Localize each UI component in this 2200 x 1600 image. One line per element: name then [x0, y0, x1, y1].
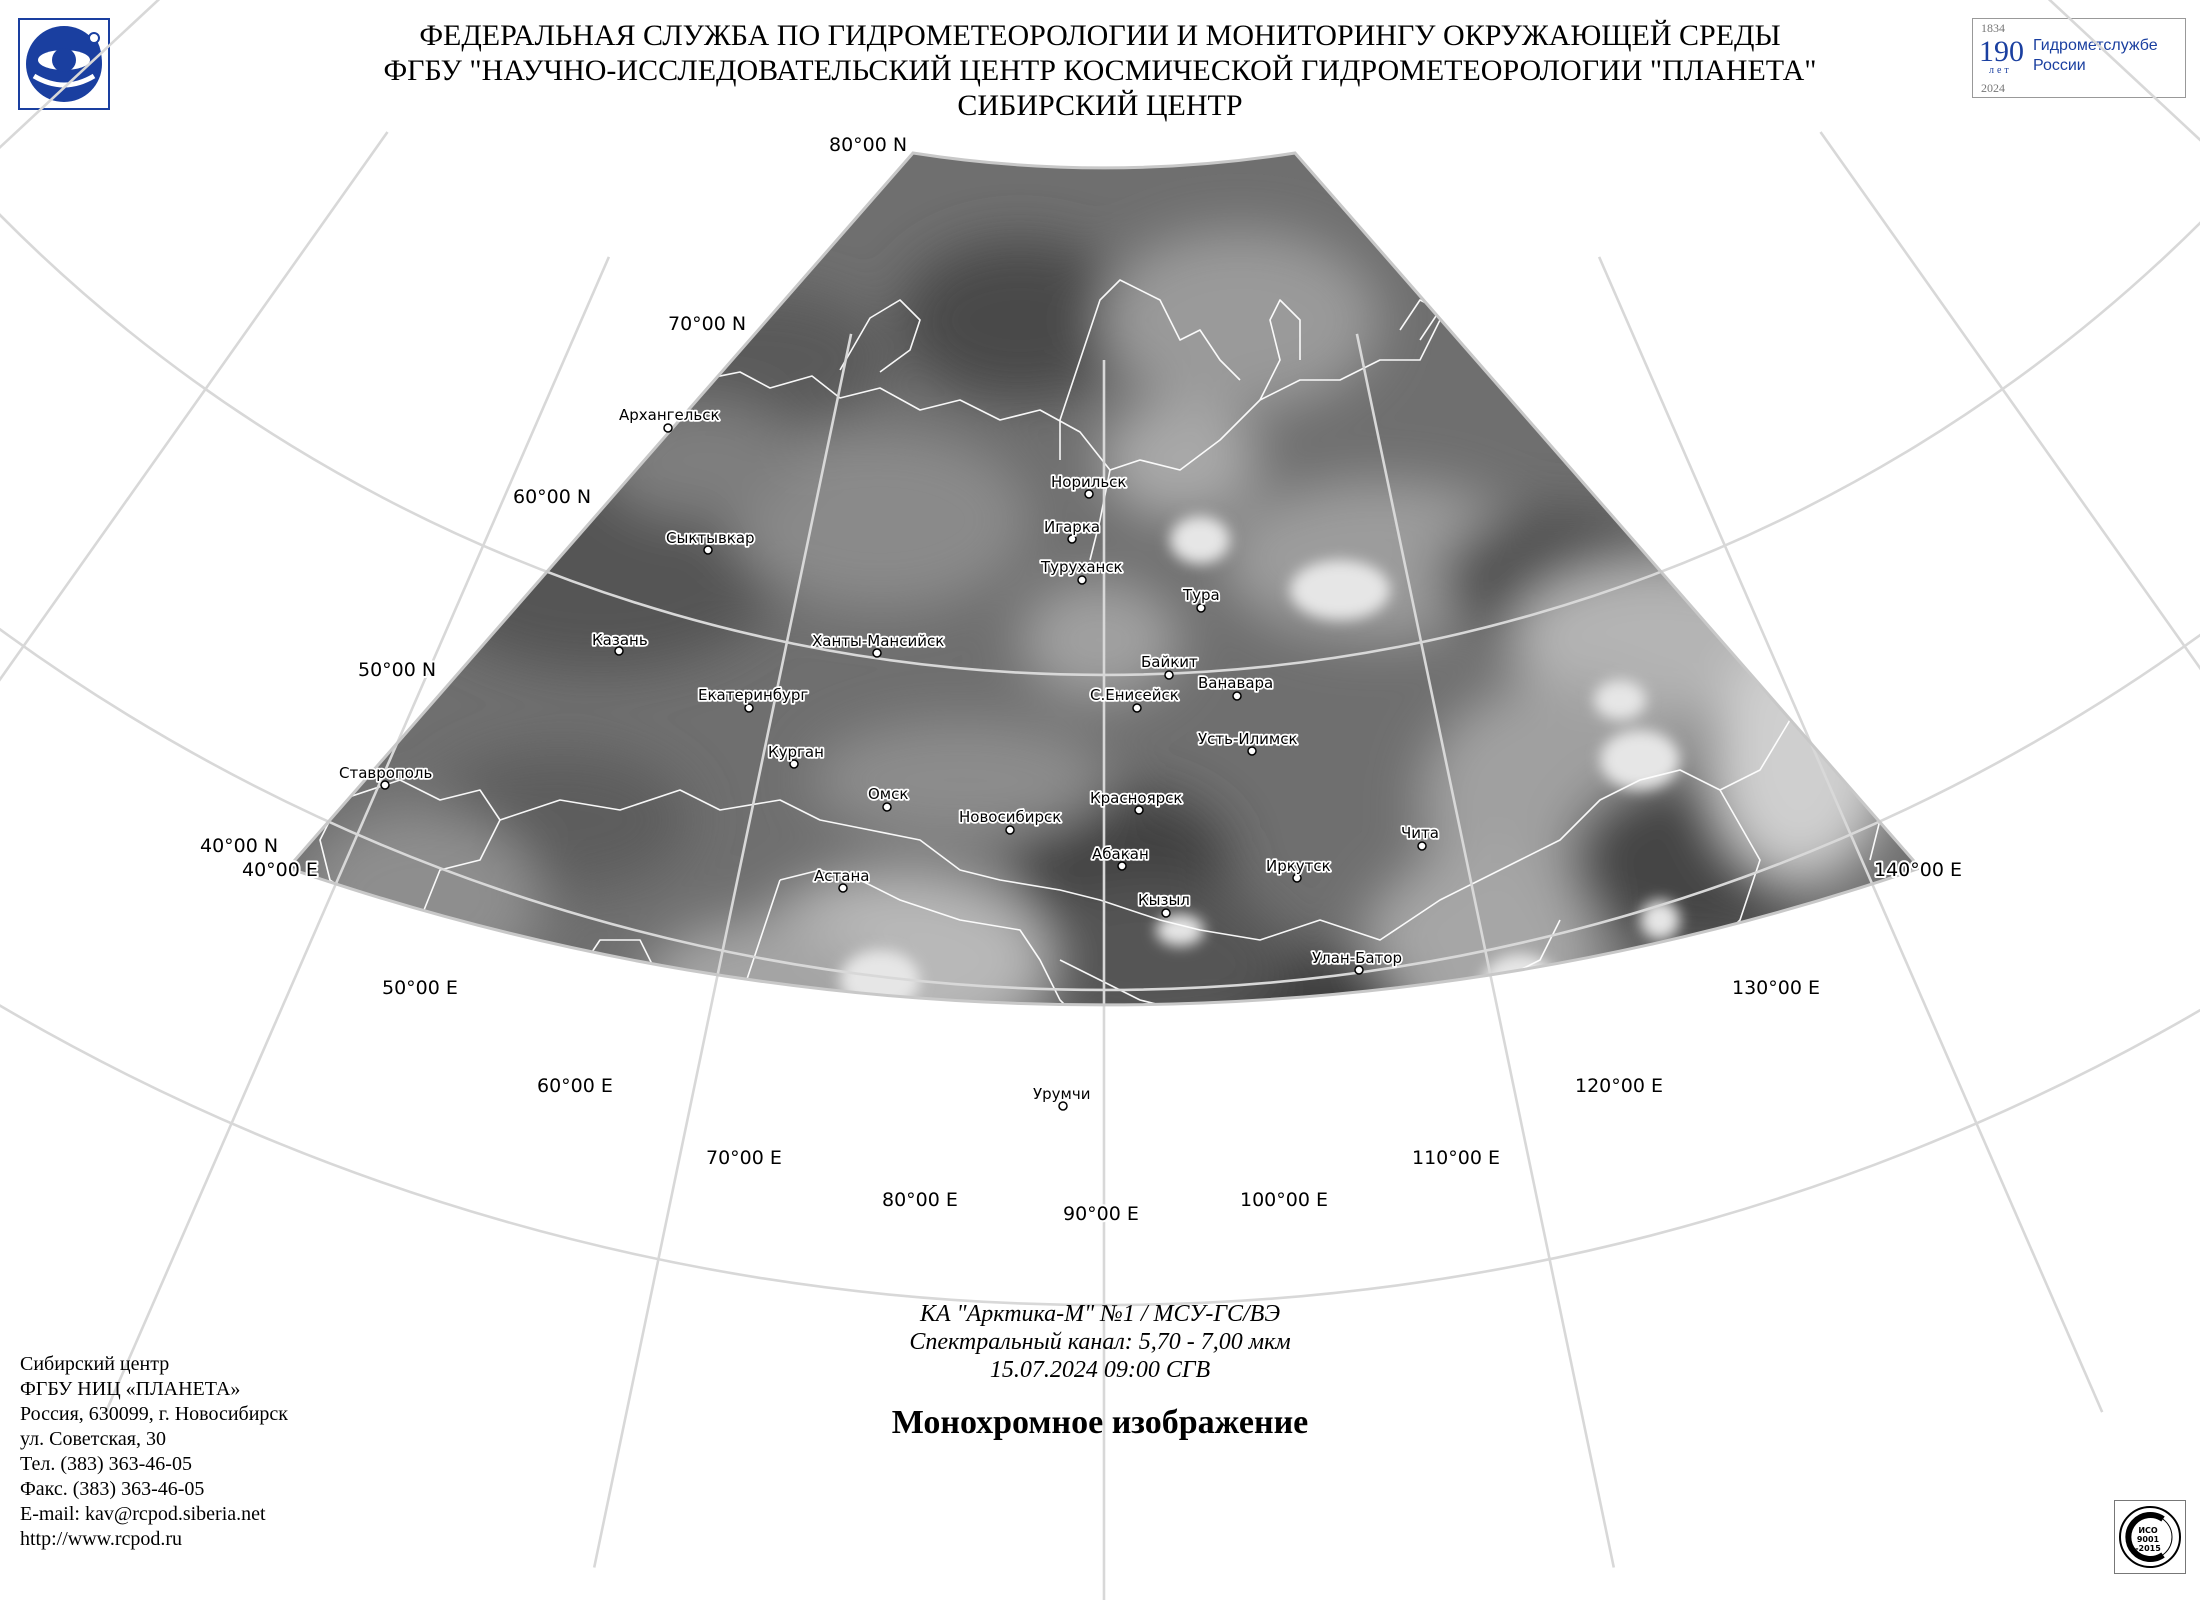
header-line-3: СИБИРСКИЙ ЦЕНТР: [957, 89, 1243, 122]
city-marker-chita: [1418, 842, 1426, 850]
city-label-vanavara: Ванавара: [1198, 674, 1274, 692]
city-label-abakan: Абакан: [1092, 845, 1149, 863]
city-marker-syktyvkar: [704, 546, 712, 554]
lon-label-70e: 70°00 E: [706, 1147, 782, 1169]
city-marker-yekaterinburg: [745, 704, 753, 712]
iso-text-1: ИСО: [2138, 1526, 2158, 1535]
lon-label-40e: 40°00 E: [242, 859, 318, 881]
city-marker-kurgan: [790, 760, 798, 768]
city-label-irkutsk: Иркутск: [1266, 857, 1331, 875]
lon-label-50e: 50°00 E: [382, 977, 458, 999]
lat-label-50n: 50°00 N: [358, 659, 437, 681]
city-marker-s-yeniseysk: [1133, 704, 1141, 712]
city-label-urumqi: Урумчи: [1033, 1085, 1091, 1103]
lat-label-60n: 60°00 N: [513, 486, 592, 508]
contact-fax: Факс. (383) 363-46-05: [20, 1478, 205, 1500]
contact-block: [20, 1352, 288, 1552]
lon-label-90e: 90°00 E: [1063, 1203, 1139, 1225]
city-label-ust-ilimsk: Усть-Илимск: [1198, 730, 1298, 748]
city-label-astana: Астана: [814, 867, 870, 885]
anniversary-year-end: 2024: [1981, 81, 2005, 95]
lat-label-80n: 80°00 N: [829, 134, 908, 156]
caption-title: Монохромное изображение: [891, 1404, 1309, 1441]
city-marker-astana: [839, 884, 847, 892]
anniversary-text-2: России: [2033, 57, 2086, 74]
lon-label-110e: 110°00 E: [1412, 1147, 1500, 1169]
anniversary-unit: лет: [1989, 65, 2012, 76]
city-marker-arkhangelsk: [664, 424, 672, 432]
meridian-line: [0, 132, 388, 1160]
contact-phone: Тел. (383) 363-46-05: [20, 1453, 192, 1475]
contact-line: Сибирский центр: [20, 1353, 170, 1375]
city-label-baykit: Байкит: [1141, 653, 1198, 671]
city-marker-igarka: [1068, 535, 1076, 543]
city-marker-irkutsk: [1293, 874, 1301, 882]
lon-label-100e: 100°00 E: [1240, 1189, 1328, 1211]
city-marker-omsk: [883, 803, 891, 811]
iso-text-2: 9001: [2136, 1535, 2160, 1544]
city-label-kurgan: Курган: [768, 743, 824, 761]
iso-text-3: -2015: [2135, 1544, 2161, 1553]
city-marker-novosibirsk: [1006, 826, 1014, 834]
contact-line: ФГБУ НИЦ «ПЛАНЕТА»: [20, 1378, 241, 1400]
satellite-imagery: [250, 130, 1950, 1240]
caption-channel: Спектральный канал: 5,70 - 7,00 мкм: [909, 1329, 1291, 1355]
city-label-igarka: Игарка: [1044, 518, 1101, 536]
city-label-krasnoyarsk: Красноярск: [1090, 789, 1183, 807]
city-label-arkhangelsk: Архангельск: [619, 406, 720, 424]
city-label-tura: Тура: [1183, 586, 1220, 604]
city-marker-stavropol: [381, 781, 389, 789]
city-label-s-yeniseysk: С.Енисейск: [1090, 686, 1179, 704]
lat-label-70n: 70°00 N: [668, 313, 747, 335]
header-line-1: ФЕДЕРАЛЬНАЯ СЛУЖБА ПО ГИДРОМЕТЕОРОЛОГИИ И МОНИТОРИНГУ ОКРУЖАЮЩЕЙ СРЕДЫ: [419, 19, 1781, 52]
city-marker-krasnoyarsk: [1135, 806, 1143, 814]
city-label-stavropol: Ставрополь: [339, 764, 433, 782]
lon-label-60e: 60°00 E: [537, 1075, 613, 1097]
lon-label-80e: 80°00 E: [882, 1189, 958, 1211]
contact-line: ул. Советская, 30: [20, 1428, 166, 1450]
contact-line: Россия, 630099, г. Новосибирск: [20, 1403, 289, 1425]
city-marker-ulaanbaatar: [1355, 966, 1363, 974]
city-label-syktyvkar: Сыктывкар: [666, 529, 755, 547]
header-line-2: ФГБУ "НАУЧНО-ИССЛЕДОВАТЕЛЬСКИЙ ЦЕНТР КОСМИЧЕСКОЙ ГИДРОМЕТЕОРОЛОГИИ "ПЛАНЕТА": [383, 54, 1817, 87]
city-label-kyzyl: Кызыл: [1138, 891, 1190, 909]
city-label-khanty-mansiysk: Ханты-Мансийск: [812, 632, 945, 650]
caption-datetime: 15.07.2024 09:00 СГВ: [989, 1357, 1211, 1383]
city-label-omsk: Омск: [868, 785, 909, 803]
city-marker-vanavara: [1233, 692, 1241, 700]
city-marker-tura: [1197, 604, 1205, 612]
iso-certification-logo: [2114, 1500, 2186, 1574]
city-marker-baykit: [1165, 671, 1173, 679]
city-label-novosibirsk: Новосибирск: [959, 808, 1062, 826]
anniversary-text-1: Гидрометслужбе: [2033, 37, 2158, 54]
city-label-turukhansk: Туруханск: [1041, 558, 1123, 576]
lon-label-140e: 140°00 E: [1874, 859, 1962, 881]
caption-satellite: КА "Арктика-М" №1 / МСУ-ГС/ВЭ: [919, 1301, 1281, 1327]
anniversary-number: 190: [1979, 35, 2024, 68]
anniversary-year-start: 1834: [1981, 21, 2005, 35]
city-label-yekaterinburg: Екатеринбург: [698, 686, 809, 704]
city-label-ulaanbaatar: Улан-Батор: [1312, 949, 1403, 967]
meridian-line: [1821, 132, 2200, 1160]
lat-label-40n: 40°00 N: [200, 835, 279, 857]
lon-label-120e: 120°00 E: [1575, 1075, 1663, 1097]
image-caption: [700, 1300, 1500, 1384]
contact-email: E-mail: kav@rcpod.siberia.net: [20, 1503, 266, 1525]
city-marker-ust-ilimsk: [1248, 747, 1256, 755]
contact-website: http://www.rcpod.ru: [20, 1528, 183, 1550]
city-label-kazan: Казань: [592, 631, 648, 649]
meridian-line: [0, 0, 196, 823]
city-marker-turukhansk: [1078, 576, 1086, 584]
city-label-norilsk: Норильск: [1051, 473, 1127, 491]
city-label-chita: Чита: [1401, 824, 1439, 842]
city-marker-kyzyl: [1162, 909, 1170, 917]
city-marker-abakan: [1118, 862, 1126, 870]
lon-label-130e: 130°00 E: [1732, 977, 1820, 999]
city-marker-urumqi: [1059, 1102, 1067, 1110]
city-marker-khanty-mansiysk: [873, 649, 881, 657]
city-marker-norilsk: [1085, 490, 1093, 498]
iso-seal-icon: [2115, 1501, 2185, 1573]
